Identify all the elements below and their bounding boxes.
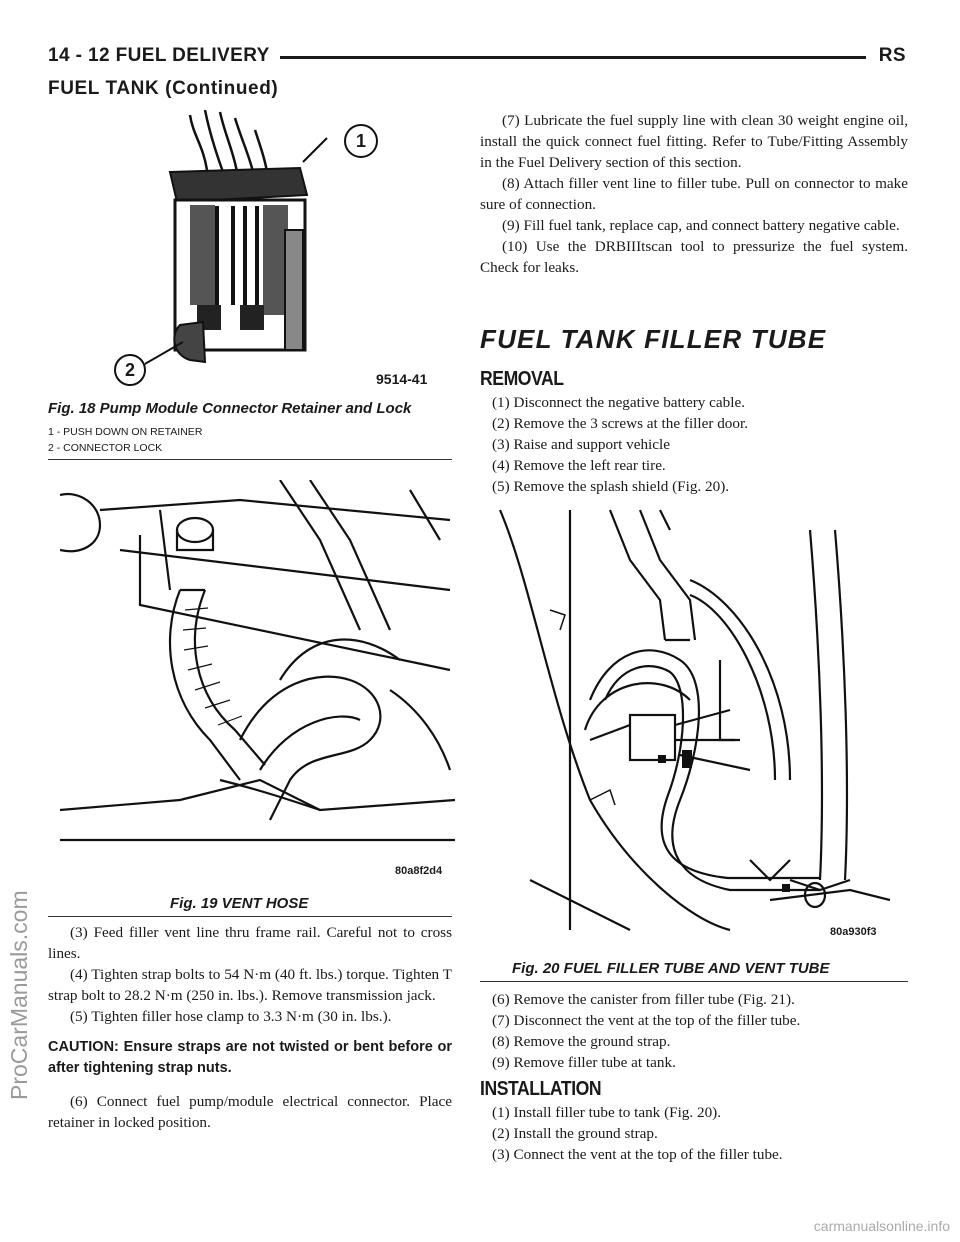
side-watermark (6, 890, 46, 1120)
side-watermark-text: ProCarManuals.com (6, 890, 32, 1100)
removal-steps-continued (480, 989, 910, 1073)
model-code: RS (878, 45, 906, 66)
step-5: (5) Tighten filler hose clamp to 3.3 N·m (30 in. lbs.). (70, 1008, 392, 1025)
footer-watermark[interactable]: carmanualsonline.info (813, 1218, 950, 1234)
page-header (48, 45, 906, 79)
fig18-illustration (145, 110, 445, 400)
callout-2: 2 (114, 354, 146, 386)
removal-step: (9) Remove filler tube at tank. (492, 1054, 676, 1071)
removal-step: (8) Remove the ground strap. (492, 1033, 671, 1050)
fig20-art-code: 80a930f3 (830, 926, 877, 938)
fig20-illustration (490, 500, 908, 940)
continued-title: FUEL TANK (Continued) (48, 78, 279, 99)
step-8: (8) Attach filler vent line to filler tube. Pull on connector to make sure of connection. (480, 175, 908, 213)
step-7: (7) Lubricate the fuel supply line with clean 30 weight engine oil, install the quick connect fuel fitting. Refer to Tube/Fitting Assembly in the Fuel Delivery section of this section. (480, 112, 908, 171)
step-3: (3) Feed filler vent line thru frame rail. Careful not to cross lines. (48, 924, 452, 962)
installation-step: (2) Install the ground strap. (492, 1125, 658, 1142)
right-column-text (480, 110, 908, 278)
fig19-illustration (60, 480, 455, 895)
fig20-rule (480, 981, 908, 982)
step-10: (10) Use the DRBIIItscan tool to pressurize the fuel system. Check for leaks. (480, 238, 908, 276)
fig18-legend-item: 1 - PUSH DOWN ON RETAINER (48, 426, 203, 438)
removal-step: (4) Remove the left rear tire. (492, 457, 666, 474)
fig18-legend-item: 2 - CONNECTOR LOCK (48, 442, 163, 454)
fig19-art-code: 80a8f2d4 (395, 865, 443, 877)
removal-step: (3) Raise and support vehicle (492, 436, 670, 453)
step-4: (4) Tighten strap bolts to 54 N·m (40 ft. lbs.) torque. Tighten T strap bolt to 28.2 N·m (250 in. lbs.). Remove transmission jack. (48, 966, 452, 1004)
installation-step: (3) Connect the vent at the top of the filler tube. (492, 1146, 783, 1163)
removal-step: (1) Disconnect the negative battery cable. (492, 394, 746, 411)
fig18-caption: Fig. 18 Pump Module Connector Retainer and Lock (48, 400, 412, 417)
section-title: FUEL TANK FILLER TUBE (480, 324, 827, 354)
caution-note: CAUTION: Ensure straps are not twisted or bent before or after tightening strap nuts. (48, 1039, 452, 1076)
installation-heading: INSTALLATION (480, 1078, 602, 1100)
page-section-label: 14 - 12 FUEL DELIVERY (48, 45, 270, 66)
removal-heading: REMOVAL (480, 368, 564, 390)
removal-step: (5) Remove the splash shield (Fig. 20). (492, 478, 730, 495)
callout-1: 1 (344, 124, 378, 158)
fig19-rule (48, 916, 452, 917)
fig18-rule (48, 459, 452, 460)
removal-step: (6) Remove the canister from filler tube (Fig. 21). (492, 991, 795, 1008)
fig18-art-code: 9514-41 (376, 371, 428, 387)
fig20-caption: Fig. 20 FUEL FILLER TUBE AND VENT TUBE (512, 960, 830, 977)
removal-step: (2) Remove the 3 screws at the filler door. (492, 415, 748, 432)
header-rule (280, 56, 866, 59)
step-6: (6) Connect fuel pump/module electrical connector. Place retainer in locked position. (48, 1093, 452, 1131)
removal-steps (480, 392, 910, 497)
removal-step: (7) Disconnect the vent at the top of the filler tube. (492, 1012, 801, 1029)
installation-step: (1) Install filler tube to tank (Fig. 20). (492, 1104, 722, 1121)
fig18-legend (48, 424, 202, 456)
installation-steps (480, 1102, 910, 1165)
fig19-caption: Fig. 19 VENT HOSE (170, 895, 309, 912)
step-9: (9) Fill fuel tank, replace cap, and connect battery negative cable. (502, 217, 900, 234)
left-column-text (48, 922, 452, 1133)
